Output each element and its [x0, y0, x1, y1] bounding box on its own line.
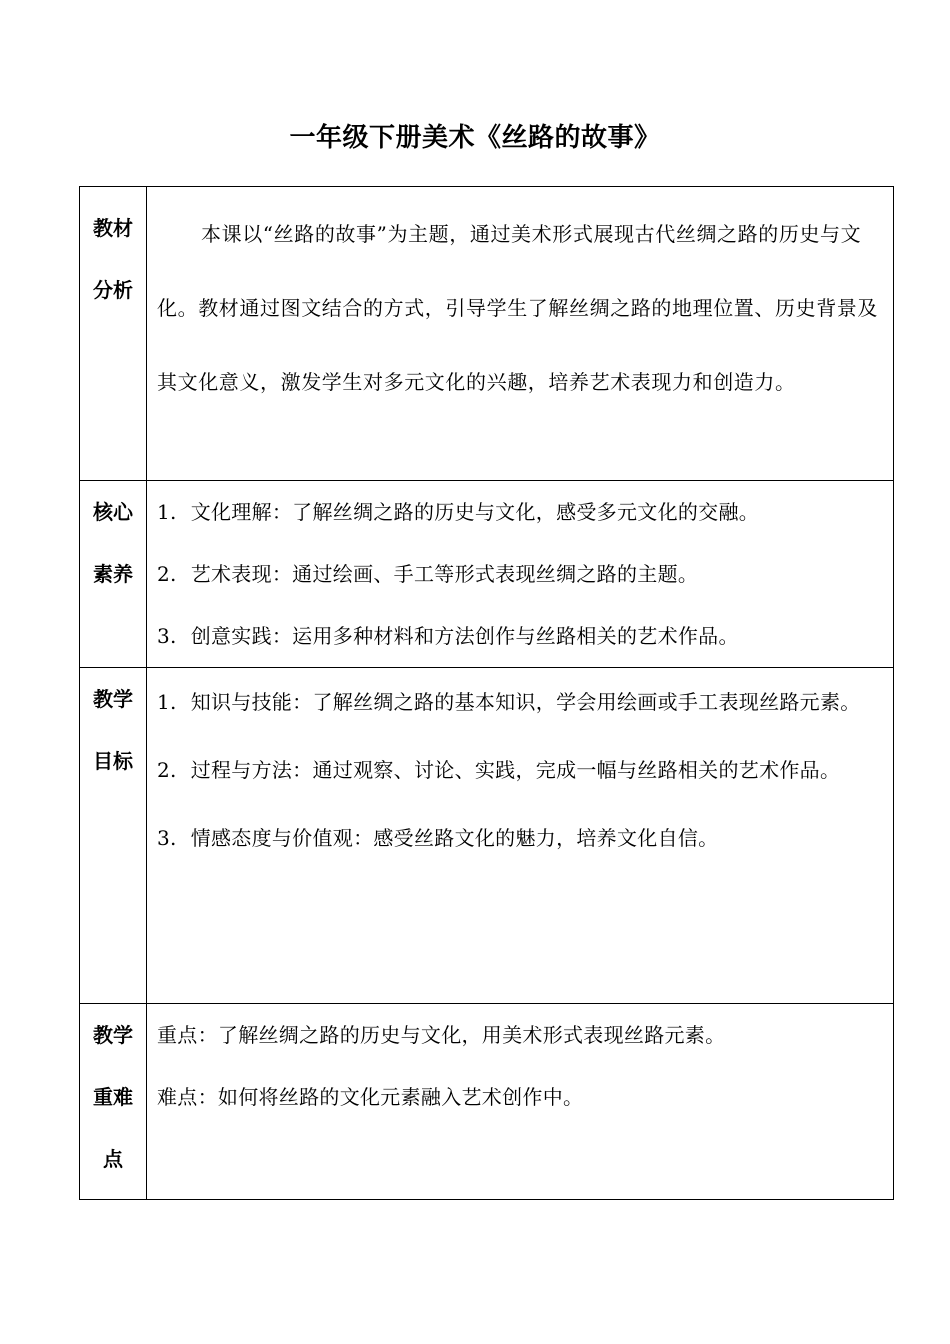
row-heading: [80, 481, 147, 668]
item-text: 过程与方法：通过观察、讨论、实践，完成一幅与丝路相关的艺术作品。: [190, 758, 841, 782]
lesson-plan-table: [79, 186, 894, 1200]
row-heading: [80, 668, 147, 1004]
analysis-paragraph: 本课以“丝路的故事”为主题，通过美术形式展现古代丝绸之路的历史与文化。教材通过图文结合的方式，引导学生了解丝绸之路的地理位置、历史背景及其文化意义，激发学生对多元文化的兴趣，培养艺术表现力和创造力。: [157, 222, 878, 394]
heading-line: 教学: [93, 687, 133, 711]
document-title: 一年级下册美术《丝路的故事》: [289, 123, 661, 153]
list-item: [157, 804, 885, 872]
list-item: [157, 668, 885, 736]
row-content: [147, 481, 894, 668]
item-number: 2.: [157, 758, 177, 782]
item-text: 知识与技能：了解丝绸之路的基本知识，学会用绘画或手工表现丝路元素。: [190, 690, 861, 714]
item-number: 1.: [157, 690, 177, 714]
row-content: [147, 187, 894, 481]
list-item: 难点：如何将丝路的文化元素融入艺术创作中。: [157, 1085, 584, 1109]
item-text: 艺术表现：通过绘画、手工等形式表现丝绸之路的主题。: [190, 562, 699, 586]
table-row-material-analysis: [80, 187, 894, 481]
item-text: 创意实践：运用多种材料和方法创作与丝路相关的艺术作品。: [190, 624, 739, 648]
table-row-teaching-goals: [80, 668, 894, 1004]
row-content: [147, 668, 894, 1004]
list-item: 重点：了解丝绸之路的历史与文化，用美术形式表现丝路元素。: [157, 1023, 726, 1047]
row-heading: [80, 187, 147, 481]
row-heading: [80, 1004, 147, 1200]
heading-line: 素养: [93, 562, 133, 586]
item-number: 2.: [157, 562, 177, 586]
heading-line: 点: [103, 1147, 123, 1171]
list-item: [157, 543, 885, 605]
list-item: [157, 736, 885, 804]
list-item: [157, 481, 885, 543]
heading-line: 教学: [93, 1023, 133, 1047]
item-text: 文化理解：了解丝绸之路的历史与文化，感受多元文化的交融。: [190, 500, 760, 524]
row-content: [147, 1004, 894, 1200]
table-row-key-difficult-points: [80, 1004, 894, 1200]
item-number: 1.: [157, 500, 177, 524]
item-text: 情感态度与价值观：感受丝路文化的魅力，培养文化自信。: [190, 826, 719, 850]
heading-line: 核心: [93, 500, 133, 524]
item-number: 3.: [157, 826, 177, 850]
item-number: 3.: [157, 624, 177, 648]
heading-line: 教材: [93, 216, 133, 240]
list-item: [157, 605, 885, 667]
heading-line: 重难: [93, 1085, 133, 1109]
table-row-core-literacy: [80, 481, 894, 668]
heading-line: 目标: [93, 749, 133, 773]
heading-line: 分析: [93, 278, 133, 302]
